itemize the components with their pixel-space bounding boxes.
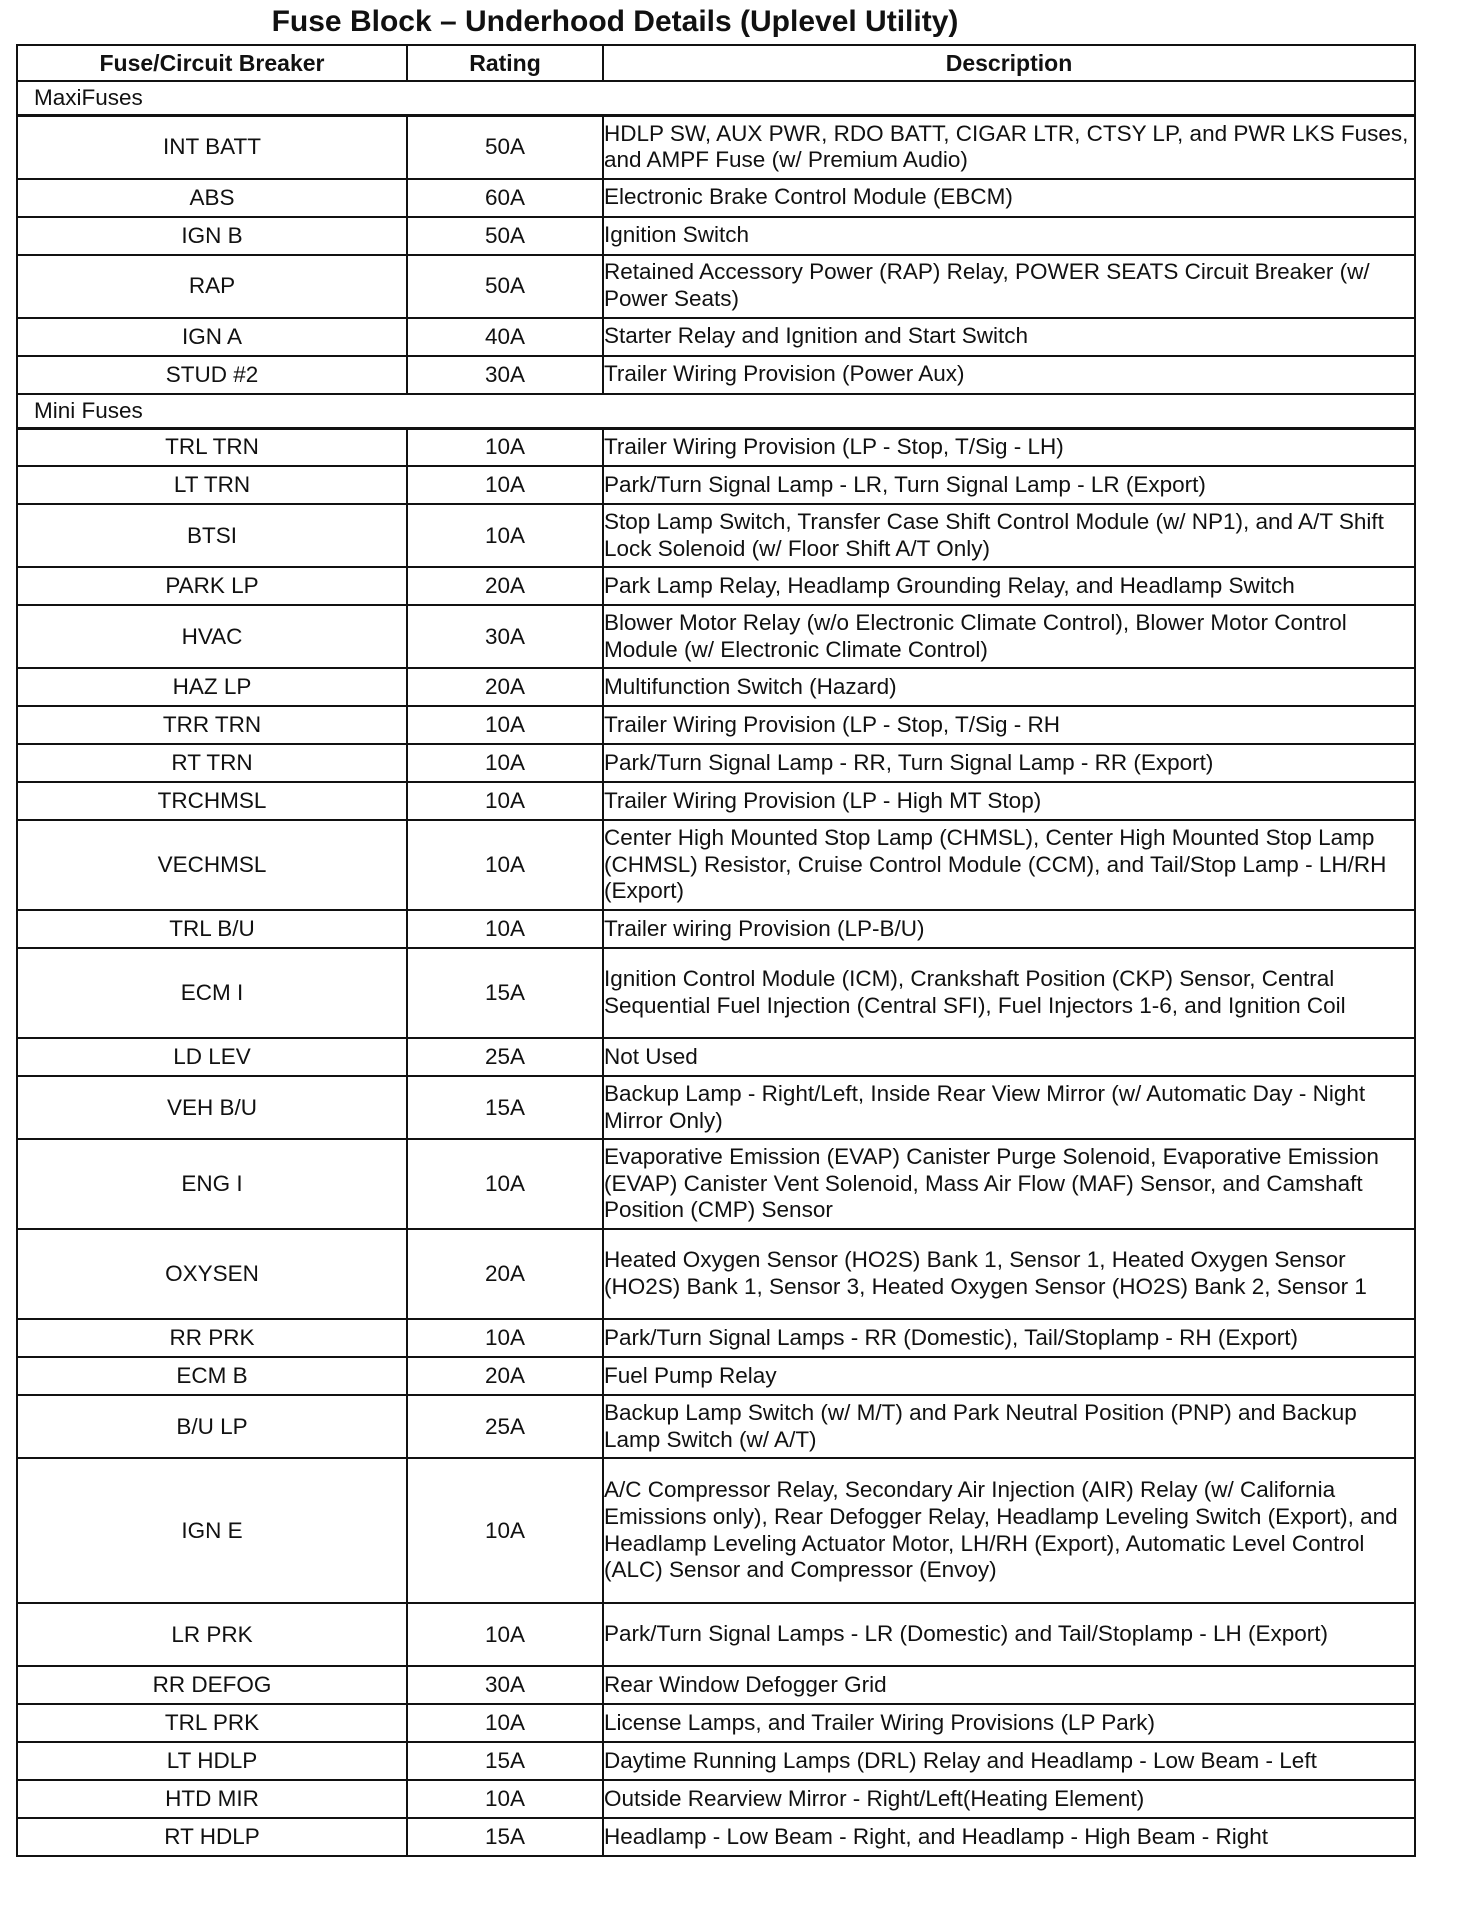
fuse-name-cell: TRL TRN bbox=[17, 428, 407, 466]
table-row bbox=[17, 1780, 1415, 1818]
rating-cell: 20A bbox=[407, 1357, 603, 1395]
table-row bbox=[17, 910, 1415, 948]
rating-cell: 10A bbox=[407, 504, 603, 567]
rating-cell: 10A bbox=[407, 1139, 603, 1229]
rating-cell: 10A bbox=[407, 1603, 603, 1666]
description-cell: Trailer Wiring Provision (Power Aux) bbox=[603, 356, 1415, 394]
rating-cell: 15A bbox=[407, 1818, 603, 1856]
description-cell: Backup Lamp Switch (w/ M/T) and Park Neutral Position (PNP) and Backup Lamp Switch (w/ A/T) bbox=[603, 1395, 1415, 1458]
rating-cell: 30A bbox=[407, 356, 603, 394]
table-row bbox=[17, 820, 1415, 910]
rating-cell: 50A bbox=[407, 217, 603, 255]
description-cell: Park Lamp Relay, Headlamp Grounding Relay, and Headlamp Switch bbox=[603, 567, 1415, 605]
table-row bbox=[17, 567, 1415, 605]
table-row bbox=[17, 1038, 1415, 1076]
description-cell: Retained Accessory Power (RAP) Relay, POWER SEATS Circuit Breaker (w/ Power Seats) bbox=[603, 255, 1415, 318]
header-row bbox=[17, 45, 1415, 81]
section-label: Mini Fuses bbox=[17, 394, 1415, 429]
fuse-name-cell: RT HDLP bbox=[17, 1818, 407, 1856]
rating-cell: 20A bbox=[407, 1229, 603, 1319]
description-cell: Trailer Wiring Provision (LP - Stop, T/Sig - RH bbox=[603, 706, 1415, 744]
fuse-name-cell: PARK LP bbox=[17, 567, 407, 605]
description-cell: Park/Turn Signal Lamp - RR, Turn Signal Lamp - RR (Export) bbox=[603, 744, 1415, 782]
description-cell: Trailer wiring Provision (LP-B/U) bbox=[603, 910, 1415, 948]
description-cell: Park/Turn Signal Lamps - RR (Domestic), Tail/Stoplamp - RH (Export) bbox=[603, 1319, 1415, 1357]
rating-cell: 60A bbox=[407, 179, 603, 217]
table-row bbox=[17, 1319, 1415, 1357]
description-cell: A/C Compressor Relay, Secondary Air Injection (AIR) Relay (w/ California Emissions only), Rear Defogger Relay, Headlamp Leveling Switch (Export), and Headlamp Leveling Actuator Motor, LH/RH (Export), Automatic Level Control (ALC) Sensor and Compressor (Envoy) bbox=[603, 1458, 1415, 1603]
fuse-name-cell: BTSI bbox=[17, 504, 407, 567]
rating-cell: 10A bbox=[407, 428, 603, 466]
fuse-name-cell: RT TRN bbox=[17, 744, 407, 782]
fuse-name-cell: HVAC bbox=[17, 605, 407, 668]
description-cell: Center High Mounted Stop Lamp (CHMSL), Center High Mounted Stop Lamp (CHMSL) Resistor, Cruise Control Module (CCM), and Tail/Stop Lamp - LH/RH (Export) bbox=[603, 820, 1415, 910]
description-cell: Outside Rearview Mirror - Right/Left(Heating Element) bbox=[603, 1780, 1415, 1818]
fuse-name-cell: TRCHMSL bbox=[17, 782, 407, 820]
page-title: Fuse Block – Underhood Details (Uplevel Utility) bbox=[271, 5, 959, 38]
table-row bbox=[17, 1395, 1415, 1458]
section-row bbox=[17, 394, 1415, 429]
rating-cell: 50A bbox=[407, 255, 603, 318]
description-cell: Park/Turn Signal Lamps - LR (Domestic) and Tail/Stoplamp - LH (Export) bbox=[603, 1603, 1415, 1666]
table-row bbox=[17, 179, 1415, 217]
header-description: Description bbox=[603, 45, 1415, 81]
rating-cell: 10A bbox=[407, 782, 603, 820]
fuse-name-cell: RAP bbox=[17, 255, 407, 318]
fuse-table-body bbox=[17, 81, 1415, 1856]
table-row bbox=[17, 1603, 1415, 1666]
description-cell: Starter Relay and Ignition and Start Switch bbox=[603, 318, 1415, 356]
description-cell: Park/Turn Signal Lamp - LR, Turn Signal Lamp - LR (Export) bbox=[603, 466, 1415, 504]
table-row bbox=[17, 744, 1415, 782]
fuse-name-cell: HTD MIR bbox=[17, 1780, 407, 1818]
section-label: MaxiFuses bbox=[17, 81, 1415, 116]
rating-cell: 10A bbox=[407, 1704, 603, 1742]
fuse-name-cell: IGN B bbox=[17, 217, 407, 255]
table-row bbox=[17, 948, 1415, 1038]
description-cell: Ignition Control Module (ICM), Crankshaft Position (CKP) Sensor, Central Sequential Fuel Injection (Central SFI), Fuel Injectors 1-6, and Ignition Coil bbox=[603, 948, 1415, 1038]
rating-cell: 10A bbox=[407, 744, 603, 782]
rating-cell: 25A bbox=[407, 1395, 603, 1458]
fuse-name-cell: TRL B/U bbox=[17, 910, 407, 948]
fuse-name-cell: LD LEV bbox=[17, 1038, 407, 1076]
table-row bbox=[17, 1458, 1415, 1603]
section-row bbox=[17, 81, 1415, 116]
rating-cell: 10A bbox=[407, 706, 603, 744]
description-cell: Stop Lamp Switch, Transfer Case Shift Control Module (w/ NP1), and A/T Shift Lock Solenoid (w/ Floor Shift A/T Only) bbox=[603, 504, 1415, 567]
table-row bbox=[17, 668, 1415, 706]
fuse-name-cell: TRR TRN bbox=[17, 706, 407, 744]
description-cell: HDLP SW, AUX PWR, RDO BATT, CIGAR LTR, CTSY LP, and PWR LKS Fuses, and AMPF Fuse (w/ Premium Audio) bbox=[603, 116, 1415, 179]
rating-cell: 10A bbox=[407, 820, 603, 910]
table-row bbox=[17, 217, 1415, 255]
table-row bbox=[17, 1666, 1415, 1704]
table-row bbox=[17, 116, 1415, 179]
table-row bbox=[17, 356, 1415, 394]
fuse-name-cell: TRL PRK bbox=[17, 1704, 407, 1742]
description-cell: Blower Motor Relay (w/o Electronic Climate Control), Blower Motor Control Module (w/ Electronic Climate Control) bbox=[603, 605, 1415, 668]
rating-cell: 15A bbox=[407, 948, 603, 1038]
description-cell: Fuel Pump Relay bbox=[603, 1357, 1415, 1395]
fuse-table bbox=[16, 44, 1416, 1857]
fuse-name-cell: ABS bbox=[17, 179, 407, 217]
description-cell: License Lamps, and Trailer Wiring Provisions (LP Park) bbox=[603, 1704, 1415, 1742]
fuse-name-cell: RR PRK bbox=[17, 1319, 407, 1357]
table-row bbox=[17, 428, 1415, 466]
fuse-name-cell: VECHMSL bbox=[17, 820, 407, 910]
table-row bbox=[17, 1704, 1415, 1742]
table-row bbox=[17, 706, 1415, 744]
rating-cell: 20A bbox=[407, 567, 603, 605]
rating-cell: 15A bbox=[407, 1076, 603, 1139]
rating-cell: 50A bbox=[407, 116, 603, 179]
description-cell: Heated Oxygen Sensor (HO2S) Bank 1, Sensor 1, Heated Oxygen Sensor (HO2S) Bank 1, Sensor 3, Heated Oxygen Sensor (HO2S) Bank 2, Sensor 1 bbox=[603, 1229, 1415, 1319]
fuse-name-cell: IGN E bbox=[17, 1458, 407, 1603]
fuse-name-cell: ECM B bbox=[17, 1357, 407, 1395]
fuse-name-cell: ECM I bbox=[17, 948, 407, 1038]
rating-cell: 10A bbox=[407, 1458, 603, 1603]
description-cell: Backup Lamp - Right/Left, Inside Rear View Mirror (w/ Automatic Day - Night Mirror Only) bbox=[603, 1076, 1415, 1139]
header-rating: Rating bbox=[407, 45, 603, 81]
table-row bbox=[17, 255, 1415, 318]
description-cell: Daytime Running Lamps (DRL) Relay and Headlamp - Low Beam - Left bbox=[603, 1742, 1415, 1780]
rating-cell: 15A bbox=[407, 1742, 603, 1780]
table-row bbox=[17, 1357, 1415, 1395]
description-cell: Headlamp - Low Beam - Right, and Headlamp - High Beam - Right bbox=[603, 1818, 1415, 1856]
fuse-name-cell: LT HDLP bbox=[17, 1742, 407, 1780]
description-cell: Trailer Wiring Provision (LP - Stop, T/Sig - LH) bbox=[603, 428, 1415, 466]
table-row bbox=[17, 318, 1415, 356]
rating-cell: 40A bbox=[407, 318, 603, 356]
description-cell: Ignition Switch bbox=[603, 217, 1415, 255]
fuse-name-cell: ENG I bbox=[17, 1139, 407, 1229]
rating-cell: 25A bbox=[407, 1038, 603, 1076]
fuse-name-cell: LT TRN bbox=[17, 466, 407, 504]
fuse-name-cell: OXYSEN bbox=[17, 1229, 407, 1319]
rating-cell: 20A bbox=[407, 668, 603, 706]
table-row bbox=[17, 1076, 1415, 1139]
fuse-name-cell: RR DEFOG bbox=[17, 1666, 407, 1704]
rating-cell: 30A bbox=[407, 605, 603, 668]
header-fuse: Fuse/Circuit Breaker bbox=[17, 45, 407, 81]
fuse-name-cell: INT BATT bbox=[17, 116, 407, 179]
fuse-name-cell: IGN A bbox=[17, 318, 407, 356]
table-row bbox=[17, 1139, 1415, 1229]
rating-cell: 10A bbox=[407, 466, 603, 504]
table-row bbox=[17, 1742, 1415, 1780]
table-row bbox=[17, 1229, 1415, 1319]
rating-cell: 10A bbox=[407, 910, 603, 948]
fuse-name-cell: HAZ LP bbox=[17, 668, 407, 706]
description-cell: Rear Window Defogger Grid bbox=[603, 1666, 1415, 1704]
rating-cell: 10A bbox=[407, 1780, 603, 1818]
fuse-name-cell: VEH B/U bbox=[17, 1076, 407, 1139]
table-row bbox=[17, 466, 1415, 504]
description-cell: Multifunction Switch (Hazard) bbox=[603, 668, 1415, 706]
table-row bbox=[17, 1818, 1415, 1856]
rating-cell: 30A bbox=[407, 1666, 603, 1704]
fuse-name-cell: STUD #2 bbox=[17, 356, 407, 394]
fuse-name-cell: B/U LP bbox=[17, 1395, 407, 1458]
description-cell: Evaporative Emission (EVAP) Canister Purge Solenoid, Evaporative Emission (EVAP) Canister Vent Solenoid, Mass Air Flow (MAF) Sensor, and Camshaft Position (CMP) Sensor bbox=[603, 1139, 1415, 1229]
description-cell: Not Used bbox=[603, 1038, 1415, 1076]
rating-cell: 10A bbox=[407, 1319, 603, 1357]
table-row bbox=[17, 782, 1415, 820]
table-row bbox=[17, 605, 1415, 668]
table-row bbox=[17, 504, 1415, 567]
description-cell: Electronic Brake Control Module (EBCM) bbox=[603, 179, 1415, 217]
description-cell: Trailer Wiring Provision (LP - High MT Stop) bbox=[603, 782, 1415, 820]
fuse-name-cell: LR PRK bbox=[17, 1603, 407, 1666]
